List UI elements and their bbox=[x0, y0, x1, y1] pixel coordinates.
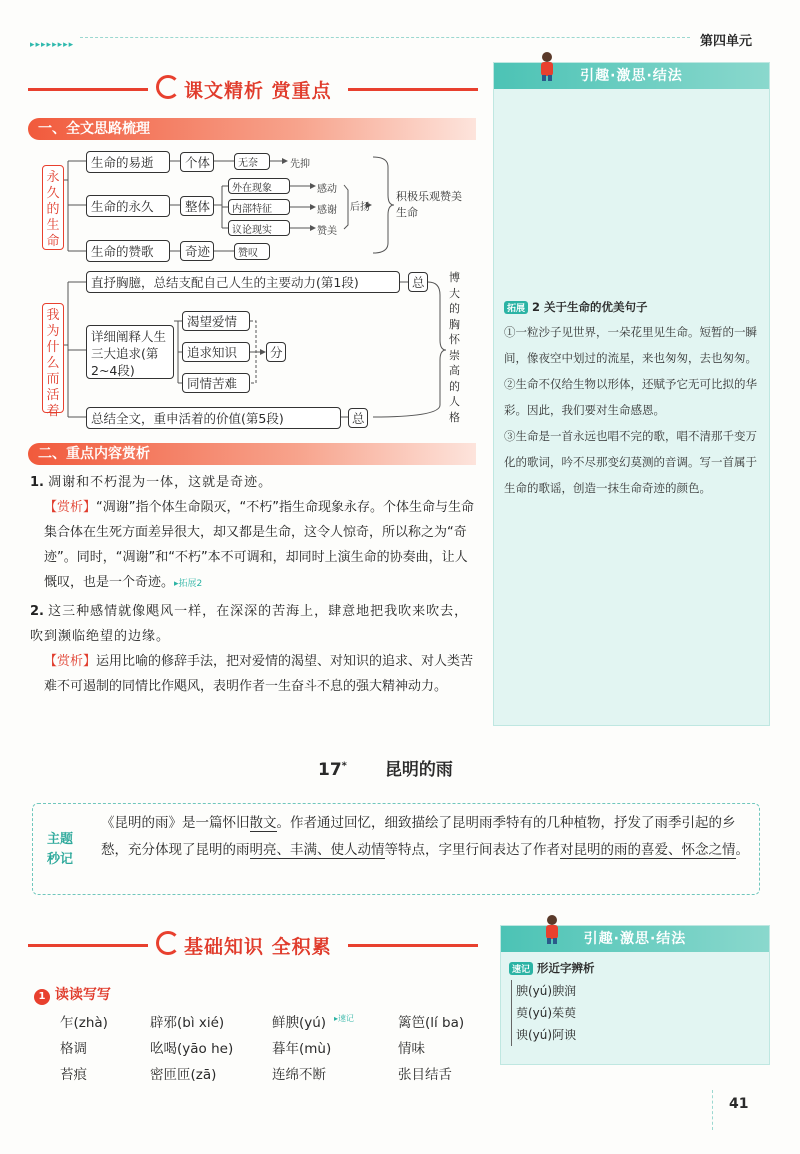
analysis-body-2 bbox=[30, 649, 480, 699]
memo-title-row bbox=[509, 960, 764, 976]
analysis-item-2 bbox=[30, 599, 480, 649]
vocab-word: 苔痕 bbox=[60, 1067, 87, 1083]
lesson-number: 17 bbox=[318, 760, 342, 780]
end-thanks: 感谢 bbox=[317, 205, 337, 216]
header-arrows: ▸▸▸▸▸▸▸▸ bbox=[30, 40, 75, 50]
row-life-fragile: 生命的易逝 bbox=[86, 151, 170, 173]
row-paragraph-1: 直抒胸臆，总结支配自己人生的主要动力(第1段) bbox=[86, 271, 400, 293]
memo-line: 萸(yú)茱萸 bbox=[516, 1006, 577, 1020]
item-quote: 凋谢和不朽混为一体，这就是奇迹。 bbox=[48, 475, 273, 490]
expand-title: 2 关于生命的优美句子 bbox=[532, 300, 648, 314]
summary-label: 主题秒记 bbox=[46, 832, 73, 867]
row-life-praise: 生命的赞歌 bbox=[86, 240, 170, 262]
expand-line-1: ①一粒沙子见世界，一朵花里见生命。短暂的一瞬间，像夜空中划过的流星，来也匆匆，去也匆匆。 bbox=[504, 325, 757, 365]
section-title: 基础知识 全积累 bbox=[184, 936, 332, 958]
expand-line-3: ③生命是一首永远也唱不完的歌，唱不清那千变万化的歌词，吟不尽那变幻莫测的音调。写一首属于生命的歌谣，创造一抹生命奇迹的颜色。 bbox=[504, 429, 757, 495]
broad-mind-text: 博大的胸怀崇高的人格 bbox=[449, 271, 460, 424]
page-number: 41 bbox=[729, 1096, 749, 1112]
hou-yang: 后扬 bbox=[350, 202, 370, 213]
row-life-eternal: 生命的永久 bbox=[86, 195, 170, 217]
memo-content bbox=[509, 960, 764, 1046]
panel-header: 引趣·激思·结法 bbox=[501, 926, 769, 952]
item-number: 1. bbox=[30, 475, 44, 490]
sub-helpless: 无奈 bbox=[234, 153, 270, 170]
memo-tag: 速记 bbox=[509, 962, 533, 975]
vocab-word: 情味 bbox=[398, 1041, 425, 1057]
vocab-grid bbox=[34, 1011, 474, 1091]
summary-key: 明亮、丰满、使人动情 bbox=[249, 842, 385, 858]
item-number: 2. bbox=[30, 604, 44, 619]
mindmap bbox=[28, 145, 478, 435]
banner-outline: 一、全文思路梳理 bbox=[28, 118, 476, 140]
vocab-word: 吆喝(yāo he) bbox=[150, 1041, 234, 1057]
vocab-word: 密匝匝(zā) bbox=[150, 1067, 217, 1083]
unit-title: 第四单元 bbox=[700, 34, 753, 49]
panel-header: 引趣·激思·结法 bbox=[494, 63, 769, 89]
reading-title: 读读写写 bbox=[54, 987, 111, 1003]
row-paragraph-5: 总结全文，重申活着的价值(第5段) bbox=[86, 407, 341, 429]
analysis-list bbox=[30, 470, 480, 699]
zong-2: 总 bbox=[348, 408, 368, 428]
summary-part: 。 bbox=[735, 842, 749, 858]
zong-1: 总 bbox=[408, 272, 428, 292]
pursuit-compassion: 同情苦难 bbox=[182, 373, 250, 393]
theme-summary bbox=[32, 803, 760, 895]
result-optimistic: 积极乐观赞美生命 bbox=[396, 190, 462, 219]
vocab-word: 乍(zhà) bbox=[60, 1015, 108, 1031]
mid-outer: 外在现象 bbox=[228, 178, 290, 194]
page-footer bbox=[712, 1090, 772, 1130]
summary-part: 《昆明的雨》是一篇怀旧 bbox=[101, 815, 250, 831]
key-miracle: 奇迹 bbox=[180, 241, 214, 261]
section-title: 课文精析 赏重点 bbox=[184, 80, 332, 102]
analysis-tag: 【赏析】 bbox=[44, 654, 97, 669]
swirl-icon bbox=[156, 75, 180, 99]
mascot-icon bbox=[541, 914, 563, 944]
summary-key: 散文 bbox=[249, 815, 277, 831]
analysis-text: 运用比喻的修辞手法，把对爱情的渴望、对知识的追求、对人类苦难不可遏制的同情比作飓风，表明作者一生奋斗不息的强大精神动力。 bbox=[44, 654, 474, 694]
tag-eternal-life: 永久的生命 bbox=[42, 165, 64, 250]
memo-line: 腴(yú)腴润 bbox=[516, 984, 577, 998]
expand-title-row bbox=[504, 299, 766, 315]
pursuit-knowledge: 追求知识 bbox=[182, 342, 250, 362]
mascot-icon bbox=[536, 51, 558, 81]
swirl-icon bbox=[156, 931, 180, 955]
vocab-word: 暮年(mù) bbox=[272, 1041, 332, 1057]
row-paragraphs-2-4: 详细阐释人生三大追求(第2~4段) bbox=[86, 325, 174, 379]
side-panel-expand bbox=[493, 62, 770, 726]
side-panel-memo bbox=[500, 925, 770, 1065]
vocab-word: 篱笆(lí ba) bbox=[398, 1015, 465, 1031]
lesson-star: * bbox=[341, 760, 347, 772]
analysis-tag: 【赏析】 bbox=[44, 500, 97, 515]
vocab-word: 格调 bbox=[60, 1041, 87, 1057]
end-praise: 赞美 bbox=[317, 226, 337, 237]
item-quote: 这三种感情就像飓风一样，在深深的苦海上，肆意地把我吹来吹去，吹到濒临绝望的边缘。 bbox=[30, 604, 469, 644]
expand-line-2: ②生命不仅给生物以形体，还赋予它无可比拟的华彩。因此，我们要对生命感恩。 bbox=[504, 377, 757, 417]
summary-part: 。作者通过回忆，细致描绘了昆明雨季特有的几种植物，抒发了雨季引起的乡愁，充分体现了昆明的雨 bbox=[101, 815, 736, 858]
analysis-text: “凋谢”指个体生命陨灭，“不朽”指生命现象永存。个体生命与生命集合体在生死方面差异很大，却又都是生命，这令人惊奇，所以称之为“奇迹”。同时，“凋谢”和“不朽”本不可调和，却同时上演生命的协奏曲，让人慨叹，也是一个奇迹。 bbox=[44, 500, 474, 590]
link-expand-2[interactable]: ▸拓展2 bbox=[174, 579, 203, 589]
reading-title-row bbox=[34, 984, 474, 1005]
analysis-item-1 bbox=[30, 470, 480, 495]
section-header-1 bbox=[28, 72, 478, 106]
tag-why-live: 我为什么而活着 bbox=[42, 303, 64, 413]
reading-badge: 1 bbox=[34, 989, 50, 1005]
header-divider bbox=[80, 37, 690, 38]
summary-key: 对昆明的雨的喜爱、怀念之情 bbox=[560, 842, 736, 858]
expand-content bbox=[504, 299, 766, 501]
section-header-2 bbox=[28, 928, 478, 962]
summary-text bbox=[101, 810, 751, 864]
vocab-word: 辟邪(bì xié) bbox=[150, 1015, 225, 1031]
key-whole: 整体 bbox=[180, 196, 214, 216]
key-individual: 个体 bbox=[180, 152, 214, 172]
banner-key-content: 二、重点内容赏析 bbox=[28, 443, 476, 465]
lesson-title bbox=[318, 755, 453, 780]
memo-title: 形近字辨析 bbox=[537, 961, 595, 975]
vocab-word: 连绵不断 bbox=[272, 1067, 326, 1083]
mid-inner: 内部特征 bbox=[228, 199, 290, 215]
vocab-word: 鲜腴(yú) bbox=[272, 1015, 327, 1031]
lesson-name: 昆明的雨 bbox=[384, 760, 453, 780]
summary-part: 等特点，字里行间表达了作者 bbox=[384, 842, 560, 858]
pursuit-love: 渴望爱情 bbox=[182, 311, 250, 331]
end-suppress: 先抑 bbox=[290, 159, 310, 170]
memo-list bbox=[511, 980, 764, 1046]
expand-tag: 拓展 bbox=[504, 301, 528, 314]
end-moved: 感动 bbox=[317, 184, 337, 195]
memo-line: 谀(yú)阿谀 bbox=[516, 1028, 577, 1042]
vocab-word: 张目结舌 bbox=[398, 1067, 452, 1083]
analysis-body-1 bbox=[30, 495, 480, 597]
fen: 分 bbox=[266, 342, 286, 362]
reading-section bbox=[34, 984, 474, 1091]
link-memo[interactable]: ▸速记 bbox=[334, 1014, 355, 1023]
sub-admire: 赞叹 bbox=[234, 243, 270, 260]
mid-discuss: 议论现实 bbox=[228, 220, 290, 236]
